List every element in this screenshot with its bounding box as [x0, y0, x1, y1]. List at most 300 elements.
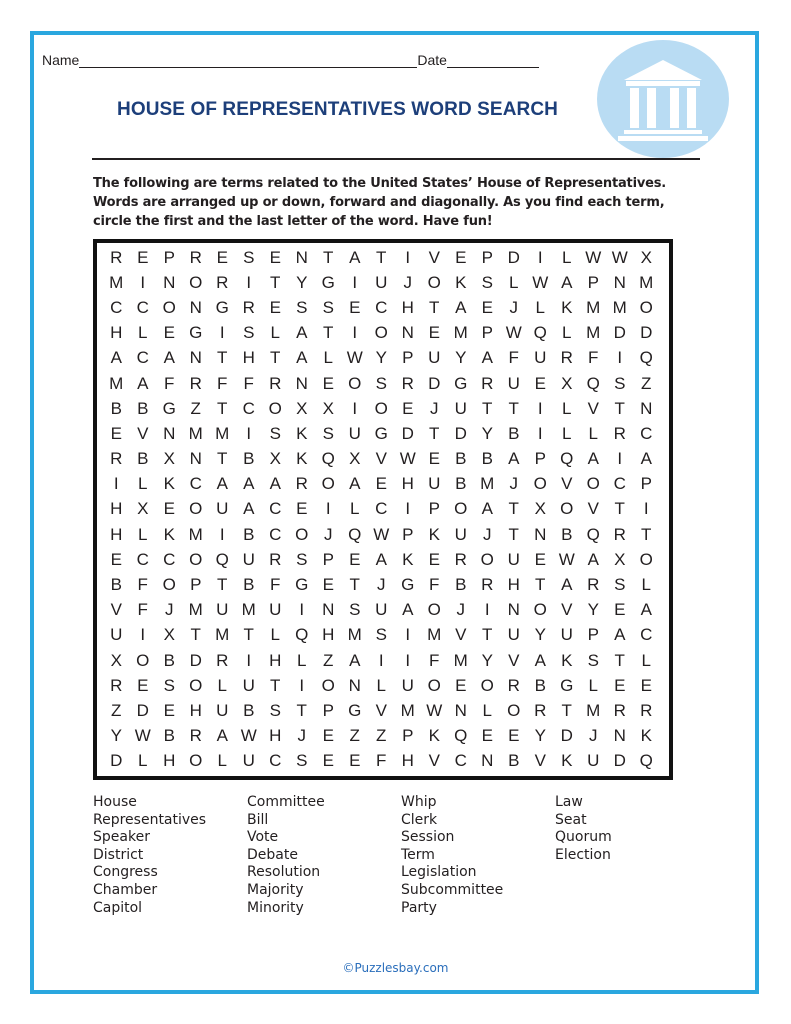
grid-letter[interactable]: T [270, 675, 281, 695]
grid-letter[interactable]: O [427, 272, 441, 292]
grid-letter[interactable]: E [163, 323, 175, 343]
grid-letter[interactable]: R [454, 549, 467, 569]
grid-letter[interactable]: T [614, 499, 625, 519]
grid-letter[interactable]: Q [321, 449, 335, 469]
grid-letter[interactable]: Y [534, 726, 546, 746]
grid-letter[interactable]: E [614, 675, 626, 695]
grid-letter[interactable]: M [109, 373, 124, 393]
grid-letter[interactable]: I [325, 499, 331, 519]
grid-letter[interactable]: L [376, 675, 386, 695]
grid-letter[interactable]: T [614, 650, 625, 670]
grid-letter[interactable]: I [537, 247, 543, 267]
grid-letter[interactable]: H [507, 575, 520, 595]
grid-letter[interactable]: S [349, 600, 361, 620]
grid-letter[interactable]: U [216, 700, 229, 720]
grid-letter[interactable]: I [405, 625, 411, 645]
grid-letter[interactable]: D [560, 726, 573, 746]
grid-letter[interactable]: G [215, 297, 229, 317]
grid-letter[interactable]: Q [586, 373, 600, 393]
grid-letter[interactable]: K [561, 650, 573, 670]
grid-letter[interactable]: F [588, 348, 599, 368]
grid-letter[interactable]: I [405, 499, 411, 519]
grid-letter[interactable]: M [586, 323, 601, 343]
grid-letter[interactable]: C [613, 474, 626, 494]
grid-letter[interactable]: A [561, 575, 573, 595]
grid-letter[interactable]: E [614, 600, 626, 620]
grid-letter[interactable]: J [377, 575, 386, 595]
grid-letter[interactable]: N [189, 297, 202, 317]
grid-letter[interactable]: O [454, 499, 468, 519]
grid-letter[interactable]: U [454, 398, 467, 418]
grid-letter[interactable]: B [243, 700, 255, 720]
grid-letter[interactable]: X [110, 650, 122, 670]
grid-letter[interactable]: A [349, 650, 361, 670]
grid-letter[interactable]: P [402, 524, 414, 544]
grid-letter[interactable]: P [322, 700, 334, 720]
grid-letter[interactable]: O [639, 297, 653, 317]
grid-letter[interactable]: D [189, 650, 202, 670]
grid-letter[interactable]: V [587, 499, 599, 519]
grid-letter[interactable]: R [295, 474, 308, 494]
grid-letter[interactable]: M [215, 423, 230, 443]
grid-letter[interactable]: L [641, 650, 651, 670]
grid-letter[interactable]: E [322, 726, 334, 746]
grid-letter[interactable]: P [640, 474, 652, 494]
grid-letter[interactable]: F [376, 751, 387, 771]
grid-letter[interactable]: U [375, 272, 388, 292]
grid-letter[interactable]: V [534, 751, 546, 771]
grid-letter[interactable]: J [403, 272, 412, 292]
grid-letter[interactable]: T [323, 247, 334, 267]
grid-letter[interactable]: L [217, 751, 227, 771]
grid-letter[interactable]: I [643, 499, 649, 519]
grid-letter[interactable]: A [216, 726, 228, 746]
grid-letter[interactable]: U [269, 600, 282, 620]
grid-letter[interactable]: K [561, 297, 573, 317]
grid-letter[interactable]: Q [560, 449, 574, 469]
grid-letter[interactable]: I [219, 323, 225, 343]
grid-letter[interactable]: R [613, 524, 626, 544]
grid-letter[interactable]: D [640, 323, 653, 343]
grid-letter[interactable]: T [217, 348, 228, 368]
grid-letter[interactable]: R [534, 700, 547, 720]
grid-letter[interactable]: K [561, 751, 573, 771]
grid-letter[interactable]: C [640, 625, 653, 645]
grid-letter[interactable]: A [243, 499, 255, 519]
grid-letter[interactable]: I [299, 675, 305, 695]
grid-letter[interactable]: M [215, 625, 230, 645]
grid-letter[interactable]: P [322, 549, 334, 569]
grid-letter[interactable]: M [188, 524, 203, 544]
grid-letter[interactable]: I [246, 650, 252, 670]
grid-letter[interactable]: N [613, 272, 626, 292]
grid-letter[interactable]: H [110, 524, 123, 544]
grid-letter[interactable]: O [321, 474, 335, 494]
grid-letter[interactable]: R [189, 373, 202, 393]
grid-letter[interactable]: T [296, 700, 307, 720]
grid-letter[interactable]: I [113, 474, 119, 494]
grid-letter[interactable]: Y [375, 348, 387, 368]
grid-letter[interactable]: P [587, 272, 599, 292]
grid-letter[interactable]: P [481, 323, 493, 343]
grid-letter[interactable]: O [295, 524, 309, 544]
grid-letter[interactable]: K [163, 524, 175, 544]
grid-letter[interactable]: J [509, 474, 518, 494]
grid-letter[interactable]: M [453, 650, 468, 670]
grid-letter[interactable]: X [137, 499, 149, 519]
grid-letter[interactable]: K [640, 726, 652, 746]
grid-letter[interactable]: V [508, 650, 520, 670]
grid-letter[interactable]: A [534, 650, 546, 670]
grid-letter[interactable]: A [216, 474, 228, 494]
grid-letter[interactable]: E [137, 675, 149, 695]
grid-letter[interactable]: S [296, 297, 308, 317]
name-blank[interactable] [79, 53, 417, 68]
grid-letter[interactable]: O [348, 373, 362, 393]
grid-letter[interactable]: B [534, 675, 546, 695]
grid-letter[interactable]: W [346, 348, 363, 368]
grid-letter[interactable]: Y [110, 726, 122, 746]
grid-letter[interactable]: Z [349, 726, 360, 746]
grid-letter[interactable]: U [242, 549, 255, 569]
grid-letter[interactable]: O [560, 499, 574, 519]
grid-letter[interactable]: R [269, 549, 282, 569]
grid-letter[interactable]: O [586, 474, 600, 494]
grid-letter[interactable]: J [483, 524, 492, 544]
grid-letter[interactable]: N [454, 700, 467, 720]
grid-letter[interactable]: U [242, 675, 255, 695]
grid-letter[interactable]: V [110, 600, 122, 620]
grid-letter[interactable]: L [562, 423, 572, 443]
grid-letter[interactable]: B [455, 575, 467, 595]
grid-letter[interactable]: B [243, 524, 255, 544]
grid-letter[interactable]: O [427, 600, 441, 620]
grid-letter[interactable]: I [352, 398, 358, 418]
grid-letter[interactable]: Q [586, 524, 600, 544]
grid-letter[interactable]: E [349, 297, 361, 317]
grid-letter[interactable]: G [374, 423, 388, 443]
grid-letter[interactable]: X [296, 398, 308, 418]
grid-letter[interactable]: S [587, 650, 599, 670]
grid-letter[interactable]: A [243, 474, 255, 494]
grid-letter[interactable]: G [189, 323, 203, 343]
grid-letter[interactable]: B [137, 449, 149, 469]
grid-letter[interactable]: S [322, 423, 334, 443]
grid-letter[interactable]: P [190, 575, 202, 595]
grid-letter[interactable]: L [138, 323, 148, 343]
grid-letter[interactable]: F [137, 575, 148, 595]
grid-letter[interactable]: O [374, 398, 388, 418]
grid-letter[interactable]: B [137, 398, 149, 418]
grid-letter[interactable]: D [507, 247, 520, 267]
grid-letter[interactable]: E [455, 675, 467, 695]
grid-letter[interactable]: O [507, 700, 521, 720]
grid-letter[interactable]: E [322, 373, 334, 393]
grid-letter[interactable]: C [454, 751, 467, 771]
grid-letter[interactable]: G [401, 575, 415, 595]
grid-letter[interactable]: E [269, 247, 281, 267]
grid-letter[interactable]: I [140, 625, 146, 645]
grid-letter[interactable]: X [534, 499, 546, 519]
grid-letter[interactable]: H [401, 297, 414, 317]
grid-letter[interactable]: R [189, 247, 202, 267]
grid-letter[interactable]: Q [348, 524, 362, 544]
grid-letter[interactable]: D [136, 700, 149, 720]
grid-letter[interactable]: A [481, 348, 493, 368]
grid-letter[interactable]: Y [481, 423, 493, 443]
grid-letter[interactable]: Z [376, 726, 387, 746]
grid-letter[interactable]: E [163, 499, 175, 519]
grid-letter[interactable]: C [136, 297, 149, 317]
grid-letter[interactable]: C [110, 297, 123, 317]
grid-letter[interactable]: V [428, 751, 440, 771]
grid-letter[interactable]: A [349, 474, 361, 494]
grid-letter[interactable]: O [189, 751, 203, 771]
grid-letter[interactable]: I [484, 600, 490, 620]
grid-letter[interactable]: H [189, 700, 202, 720]
grid-letter[interactable]: L [270, 323, 280, 343]
grid-letter[interactable]: H [269, 650, 282, 670]
grid-letter[interactable]: T [190, 625, 201, 645]
grid-letter[interactable]: F [164, 373, 175, 393]
grid-letter[interactable]: S [322, 297, 334, 317]
grid-letter[interactable]: U [587, 751, 600, 771]
grid-letter[interactable]: V [375, 700, 387, 720]
grid-letter[interactable]: S [614, 373, 626, 393]
grid-letter[interactable]: L [562, 247, 572, 267]
grid-letter[interactable]: T [429, 297, 440, 317]
grid-letter[interactable]: G [560, 675, 574, 695]
grid-letter[interactable]: V [587, 398, 599, 418]
grid-letter[interactable]: P [402, 348, 414, 368]
grid-letter[interactable]: R [216, 650, 229, 670]
grid-letter[interactable]: E [375, 474, 387, 494]
grid-letter[interactable]: N [295, 247, 308, 267]
grid-letter[interactable]: D [454, 423, 467, 443]
grid-letter[interactable]: S [269, 423, 281, 443]
grid-letter[interactable]: B [481, 449, 493, 469]
grid-letter[interactable]: C [242, 398, 255, 418]
grid-letter[interactable]: W [373, 524, 390, 544]
grid-letter[interactable]: K [296, 449, 308, 469]
grid-letter[interactable]: B [508, 423, 520, 443]
grid-letter[interactable]: E [428, 549, 440, 569]
grid-letter[interactable]: T [508, 524, 519, 544]
grid-letter[interactable]: P [402, 726, 414, 746]
grid-letter[interactable]: A [508, 449, 520, 469]
grid-letter[interactable]: T [349, 575, 360, 595]
grid-letter[interactable]: C [136, 549, 149, 569]
grid-letter[interactable]: C [189, 474, 202, 494]
grid-letter[interactable]: I [537, 398, 543, 418]
grid-letter[interactable]: C [269, 751, 282, 771]
grid-letter[interactable]: W [558, 549, 575, 569]
grid-letter[interactable]: N [295, 373, 308, 393]
grid-letter[interactable]: H [110, 499, 123, 519]
grid-letter[interactable]: R [110, 449, 123, 469]
grid-letter[interactable]: R [613, 423, 626, 443]
grid-letter[interactable]: A [137, 373, 149, 393]
grid-letter[interactable]: B [163, 726, 175, 746]
grid-letter[interactable]: W [134, 726, 151, 746]
grid-letter[interactable]: M [241, 600, 256, 620]
grid-letter[interactable]: L [270, 625, 280, 645]
grid-letter[interactable]: J [509, 297, 518, 317]
grid-letter[interactable]: B [561, 524, 573, 544]
grid-letter[interactable]: W [532, 272, 549, 292]
grid-letter[interactable]: U [348, 423, 361, 443]
grid-letter[interactable]: S [296, 549, 308, 569]
grid-letter[interactable]: A [269, 474, 281, 494]
grid-letter[interactable]: S [375, 625, 387, 645]
grid-letter[interactable]: L [535, 297, 545, 317]
grid-letter[interactable]: O [374, 323, 388, 343]
grid-letter[interactable]: Y [587, 600, 599, 620]
grid-letter[interactable]: O [162, 297, 176, 317]
grid-letter[interactable]: Y [481, 650, 493, 670]
grid-letter[interactable]: M [188, 423, 203, 443]
grid-letter[interactable]: B [243, 449, 255, 469]
grid-letter[interactable]: U [242, 751, 255, 771]
grid-letter[interactable]: D [613, 323, 626, 343]
grid-letter[interactable]: W [240, 726, 257, 746]
grid-letter[interactable]: R [110, 675, 123, 695]
grid-letter[interactable]: J [165, 600, 174, 620]
grid-letter[interactable]: E [534, 373, 546, 393]
grid-letter[interactable]: A [296, 348, 308, 368]
grid-letter[interactable]: Z [190, 398, 201, 418]
grid-letter[interactable]: E [349, 549, 361, 569]
grid-letter[interactable]: J [324, 524, 333, 544]
grid-letter[interactable]: M [109, 272, 124, 292]
grid-letter[interactable]: L [562, 398, 572, 418]
grid-letter[interactable]: E [640, 675, 652, 695]
grid-letter[interactable]: I [617, 348, 623, 368]
grid-letter[interactable]: T [508, 499, 519, 519]
grid-letter[interactable]: U [454, 524, 467, 544]
grid-letter[interactable]: A [375, 549, 387, 569]
grid-letter[interactable]: M [453, 323, 468, 343]
grid-letter[interactable]: W [505, 323, 522, 343]
grid-letter[interactable]: I [537, 423, 543, 443]
grid-letter[interactable]: Y [455, 348, 467, 368]
grid-letter[interactable]: E [296, 499, 308, 519]
grid-letter[interactable]: M [612, 297, 627, 317]
grid-letter[interactable]: A [614, 625, 626, 645]
grid-letter[interactable]: K [296, 423, 308, 443]
grid-letter[interactable]: E [481, 297, 493, 317]
grid-letter[interactable]: T [641, 524, 652, 544]
grid-letter[interactable]: L [562, 323, 572, 343]
grid-letter[interactable]: B [163, 650, 175, 670]
grid-letter[interactable]: X [322, 398, 334, 418]
grid-letter[interactable]: A [640, 449, 652, 469]
grid-letter[interactable]: E [322, 751, 334, 771]
grid-letter[interactable]: K [428, 524, 440, 544]
grid-letter[interactable]: X [163, 449, 175, 469]
grid-letter[interactable]: C [375, 499, 388, 519]
grid-letter[interactable]: M [188, 600, 203, 620]
grid-letter[interactable]: L [138, 474, 148, 494]
grid-letter[interactable]: Q [639, 348, 653, 368]
grid-letter[interactable]: H [242, 348, 255, 368]
grid-letter[interactable]: S [481, 272, 493, 292]
grid-letter[interactable]: C [640, 423, 653, 443]
grid-letter[interactable]: B [508, 751, 520, 771]
grid-letter[interactable]: L [138, 524, 148, 544]
grid-letter[interactable]: T [614, 398, 625, 418]
grid-letter[interactable]: E [163, 700, 175, 720]
grid-letter[interactable]: R [242, 297, 255, 317]
grid-letter[interactable]: E [216, 247, 228, 267]
grid-letter[interactable]: P [481, 247, 493, 267]
grid-letter[interactable]: R [481, 373, 494, 393]
grid-letter[interactable]: E [402, 398, 414, 418]
grid-letter[interactable]: G [295, 575, 309, 595]
grid-letter[interactable]: R [640, 700, 653, 720]
grid-letter[interactable]: R [587, 575, 600, 595]
grid-letter[interactable]: O [480, 675, 494, 695]
grid-letter[interactable]: M [427, 625, 442, 645]
grid-letter[interactable]: T [270, 348, 281, 368]
grid-letter[interactable]: L [323, 348, 333, 368]
grid-letter[interactable]: E [428, 449, 440, 469]
grid-letter[interactable]: U [110, 625, 123, 645]
grid-letter[interactable]: Y [296, 272, 308, 292]
grid-letter[interactable]: F [243, 373, 254, 393]
grid-letter[interactable]: X [269, 449, 281, 469]
grid-letter[interactable]: C [136, 348, 149, 368]
grid-letter[interactable]: C [163, 549, 176, 569]
grid-letter[interactable]: R [216, 272, 229, 292]
grid-letter[interactable]: O [533, 474, 547, 494]
grid-letter[interactable]: R [401, 373, 414, 393]
grid-letter[interactable]: A [110, 348, 122, 368]
grid-letter[interactable]: I [617, 449, 623, 469]
grid-letter[interactable]: Q [295, 625, 309, 645]
grid-letter[interactable]: J [430, 398, 439, 418]
grid-letter[interactable]: F [429, 650, 440, 670]
grid-letter[interactable]: F [270, 575, 281, 595]
grid-letter[interactable]: S [243, 323, 255, 343]
grid-letter[interactable]: A [587, 449, 599, 469]
grid-letter[interactable]: X [614, 549, 626, 569]
grid-letter[interactable]: T [270, 272, 281, 292]
grid-letter[interactable]: N [613, 726, 626, 746]
grid-letter[interactable]: W [426, 700, 443, 720]
grid-letter[interactable]: S [375, 373, 387, 393]
grid-letter[interactable]: T [217, 449, 228, 469]
grid-letter[interactable]: I [299, 600, 305, 620]
grid-letter[interactable]: S [269, 700, 281, 720]
grid-letter[interactable]: F [137, 600, 148, 620]
grid-letter[interactable]: U [507, 373, 520, 393]
grid-letter[interactable]: U [216, 600, 229, 620]
grid-letter[interactable]: E [481, 726, 493, 746]
grid-letter[interactable]: H [322, 625, 335, 645]
grid-letter[interactable]: V [561, 474, 573, 494]
grid-letter[interactable]: Q [639, 751, 653, 771]
grid-letter[interactable]: T [508, 398, 519, 418]
grid-letter[interactable]: Q [533, 323, 547, 343]
grid-letter[interactable]: W [611, 247, 628, 267]
grid-letter[interactable]: S [614, 575, 626, 595]
grid-letter[interactable]: L [217, 675, 227, 695]
grid-letter[interactable]: H [269, 726, 282, 746]
grid-letter[interactable]: L [350, 499, 360, 519]
grid-letter[interactable]: G [162, 398, 176, 418]
grid-letter[interactable]: N [481, 751, 494, 771]
